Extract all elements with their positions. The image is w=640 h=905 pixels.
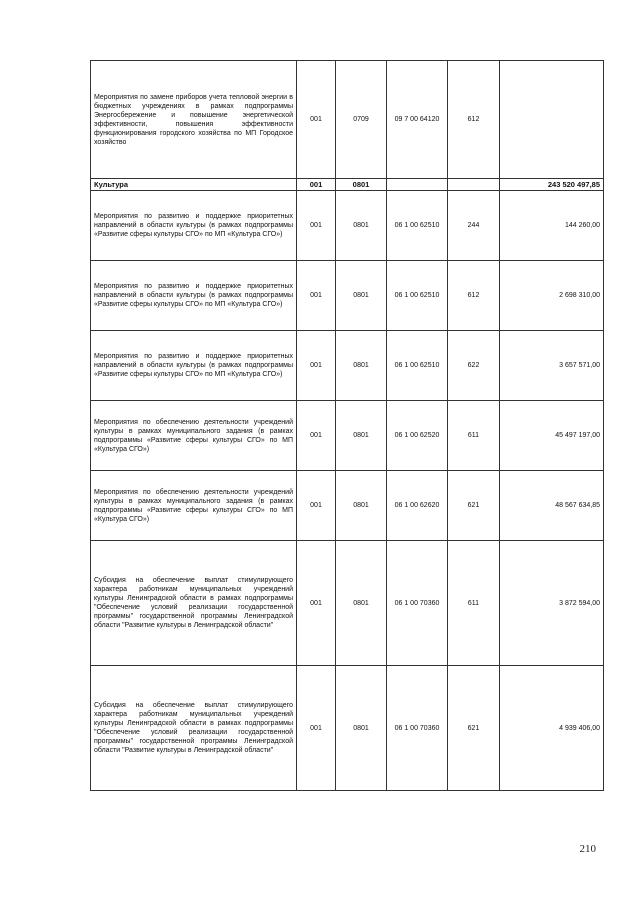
section-code-cell: 0801 xyxy=(336,179,387,191)
row-name-cell: Культура xyxy=(91,179,297,191)
amount-cell: 2 698 310,00 xyxy=(500,261,604,331)
page-number: 210 xyxy=(579,843,596,855)
expense-type-cell xyxy=(448,179,500,191)
target-article-cell: 06 1 00 62510 xyxy=(387,191,448,261)
table-row xyxy=(91,331,604,401)
amount-cell: 3 657 571,00 xyxy=(500,331,604,401)
expense-type-cell: 622 xyxy=(448,331,500,401)
ved-code-cell: 001 xyxy=(297,541,336,666)
target-article-cell: 06 1 00 62620 xyxy=(387,471,448,541)
table-row xyxy=(91,666,604,791)
budget-table xyxy=(90,60,604,791)
budget-table-body xyxy=(91,61,604,791)
row-name-cell: Субсидия на обеспечение выплат стимулирующего характера работникам муниципальных учреждений культуры Ленинградской области в рамках подпрограммы "Обеспечение условий реализации государственной программы" государственной программы Ленинградской области "Развитие культуры в Ленинградской области" xyxy=(91,666,297,791)
table-row xyxy=(91,61,604,179)
target-article-cell: 09 7 00 64120 xyxy=(387,61,448,179)
table-row xyxy=(91,179,604,191)
section-code-cell: 0801 xyxy=(336,191,387,261)
section-code-cell: 0801 xyxy=(336,401,387,471)
row-name-cell: Мероприятия по замене приборов учета тепловой энергии в бюджетных учреждениях в рамках подпрограммы Энергосбережение и повышение энергетической эффективности, повышения эффективности функционирования городского хозяйства по МП Городское хозяйство xyxy=(91,61,297,179)
target-article-cell: 06 1 00 62510 xyxy=(387,261,448,331)
expense-type-cell: 621 xyxy=(448,666,500,791)
section-code-cell: 0801 xyxy=(336,331,387,401)
amount-cell: 3 872 594,00 xyxy=(500,541,604,666)
amount-cell: 144 260,00 xyxy=(500,191,604,261)
section-code-cell: 0801 xyxy=(336,666,387,791)
amount-cell: 243 520 497,85 xyxy=(500,179,604,191)
ved-code-cell: 001 xyxy=(297,179,336,191)
expense-type-cell: 244 xyxy=(448,191,500,261)
section-code-cell: 0801 xyxy=(336,261,387,331)
expense-type-cell: 611 xyxy=(448,541,500,666)
table-row xyxy=(91,401,604,471)
amount-cell xyxy=(500,61,604,179)
row-name-cell: Мероприятия по развитию и поддержке приоритетных направлений в области культуры (в рамках подпрограммы «Развитие сферы культуры СГО» по МП «Культура СГО») xyxy=(91,261,297,331)
target-article-cell xyxy=(387,179,448,191)
target-article-cell: 06 1 00 70360 xyxy=(387,541,448,666)
target-article-cell: 06 1 00 70360 xyxy=(387,666,448,791)
expense-type-cell: 612 xyxy=(448,261,500,331)
amount-cell: 45 497 197,00 xyxy=(500,401,604,471)
table-row xyxy=(91,541,604,666)
row-name-cell: Мероприятия по обеспечению деятельности учреждений культуры в рамках муниципального задания (в рамках подпрограммы «Развитие сферы культуры СГО» по МП «Культура СГО») xyxy=(91,471,297,541)
expense-type-cell: 611 xyxy=(448,401,500,471)
section-code-cell: 0709 xyxy=(336,61,387,179)
row-name-cell: Мероприятия по обеспечению деятельности учреждений культуры в рамках муниципального задания (в рамках подпрограммы «Развитие сферы культуры СГО» по МП «Культура СГО») xyxy=(91,401,297,471)
row-name-cell: Мероприятия по развитию и поддержке приоритетных направлений в области культуры (в рамках подпрограммы «Развитие сферы культуры СГО» по МП «Культура СГО») xyxy=(91,331,297,401)
ved-code-cell: 001 xyxy=(297,61,336,179)
ved-code-cell: 001 xyxy=(297,331,336,401)
ved-code-cell: 001 xyxy=(297,471,336,541)
table-row xyxy=(91,471,604,541)
target-article-cell: 06 1 00 62510 xyxy=(387,331,448,401)
table-row xyxy=(91,261,604,331)
section-code-cell: 0801 xyxy=(336,471,387,541)
ved-code-cell: 001 xyxy=(297,191,336,261)
amount-cell: 48 567 634,85 xyxy=(500,471,604,541)
expense-type-cell: 621 xyxy=(448,471,500,541)
ved-code-cell: 001 xyxy=(297,666,336,791)
expense-type-cell: 612 xyxy=(448,61,500,179)
ved-code-cell: 001 xyxy=(297,261,336,331)
amount-cell: 4 939 406,00 xyxy=(500,666,604,791)
target-article-cell: 06 1 00 62520 xyxy=(387,401,448,471)
row-name-cell: Субсидия на обеспечение выплат стимулирующего характера работникам муниципальных учреждений культуры Ленинградской области в рамках подпрограммы "Обеспечение условий реализации государственной программы" государственной программы Ленинградской области "Развитие культуры в Ленинградской области" xyxy=(91,541,297,666)
section-code-cell: 0801 xyxy=(336,541,387,666)
table-row xyxy=(91,191,604,261)
row-name-cell: Мероприятия по развитию и поддержке приоритетных направлений в области культуры (в рамках подпрограммы «Развитие сферы культуры СГО» по МП «Культура СГО») xyxy=(91,191,297,261)
ved-code-cell: 001 xyxy=(297,401,336,471)
